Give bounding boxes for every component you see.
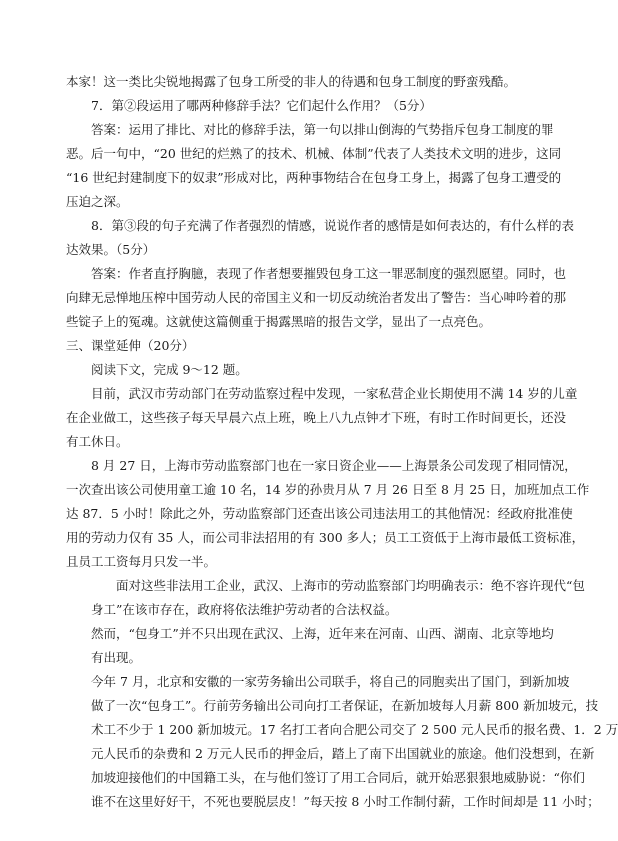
text-line: 在企业做工，这些孩子每天早晨六点上班，晚上八九点钟才下班，有时工作时间更长，还没 <box>66 410 567 425</box>
text-line: 术工不少于 1 200 新加坡元。17 名打工者向合肥公司交了 2 500 元人民币的报名费、1．2 万 <box>91 722 618 737</box>
text-line: 元人民币的杂费和 2 万元人民币的押金后，踏上了南下出国就业的旅途。他们没想到，在新 <box>91 746 595 761</box>
text-line: “16 世纪封建制度下的奴隶”形成对比，两种事物结合在包身工身上，揭露了包身工遭受的 <box>66 170 562 185</box>
text-line: 一次查出该公司使用童工逾 10 名，14 岁的孙贵月从 7 月 26 日至 8 月 25 日，加班加点工作 <box>66 482 590 497</box>
text-line: 8．第③段的句子充满了作者强烈的情感，说说作者的感情是如何表达的，有什么样的表 <box>91 218 574 233</box>
text-line: 做了一次“包身工”。行前劳务输出公司向打工者保证，在新加坡每人月薪 800 新加坡元，技 <box>91 698 599 713</box>
text-line: 本家！这一类比尖锐地揭露了包身工所受的非人的待遇和包身工制度的野蛮残酷。 <box>66 74 517 89</box>
text-line: 恶。后一句中，“20 世纪的烂熟了的技术、机械、体制”代表了人类技术文明的进步，这同 <box>66 146 562 161</box>
text-line: 8 月 27 日，上海市劳动监察部门也在一家日资企业——上海景条公司发现了相同情况， <box>91 458 577 473</box>
text-line: 达效果。（5分） <box>66 242 156 257</box>
text-line: 阅读下文，完成 9～12 题。 <box>91 362 248 377</box>
text-line: 达 87．5 小时！除此之外，劳动监察部门还查出该公司违法用工的其他情况：经政府批准使 <box>66 506 573 521</box>
text-line: 有出现。 <box>91 650 142 665</box>
text-line: 有工休日。 <box>66 434 129 449</box>
text-line: 加坡迎接他们的中国籍工头，在与他们签订了用工合同后，就开始恶狠狠地威胁说：“你们 <box>91 770 585 785</box>
text-line: 用的劳动力仅有 35 人，而公司非法招用的有 300 多人；员工工资低于上海市最低工资标准， <box>66 530 585 545</box>
text-line: 答案：作者直抒胸臆，表现了作者想要摧毁包身工这一罪恶制度的强烈愿望。同时，也 <box>91 266 567 281</box>
text-line: 答案：运用了排比、对比的修辞手法，第一句以排山倒海的气势指斥包身工制度的罪 <box>91 122 554 137</box>
text-line: 面对这些非法用工企业，武汉、上海市的劳动监察部门均明确表示：绝不容许现代“包 <box>116 578 585 593</box>
text-line: 7．第②段运用了哪两种修辞手法？它们起什么作用？（5分） <box>91 98 432 113</box>
text-line: 然而，“包身工”并不只出现在武汉、上海，近年来在河南、山西、湖南、北京等地均 <box>91 626 554 641</box>
text-line: 向肆无忌惮地压榨中国劳动人民的帝国主义和一切反动统治者发出了警告：当心呻吟着的那 <box>66 290 567 305</box>
document-body <box>66 70 618 814</box>
text-line: 且员工工资每月只发一半。 <box>66 554 217 569</box>
text-line: 压迫之深。 <box>66 194 129 209</box>
text-line: 些锭子上的冤魂。这就使这篇侧重于揭露黑暗的报告文学，显出了一点亮色。 <box>66 314 492 329</box>
text-line: 谁不在这里好好干，不死也要脱层皮！”每天按 8 小时工作制付薪，工作时间却是 11 小时； <box>91 794 600 809</box>
text-line: 目前，武汉市劳动部门在劳动监察过程中发现，一家私营企业长期使用不满 14 岁的儿童 <box>91 386 578 401</box>
text-line: 三、课堂延伸（20分） <box>66 338 195 353</box>
text-line: 今年 7 月，北京和安徽的一家劳务输出公司联手，将自己的同胞卖出了国门，到新加坡 <box>91 674 570 689</box>
text-line: 身工”在该市存在，政府将依法维护劳动者的合法权益。 <box>91 602 398 617</box>
